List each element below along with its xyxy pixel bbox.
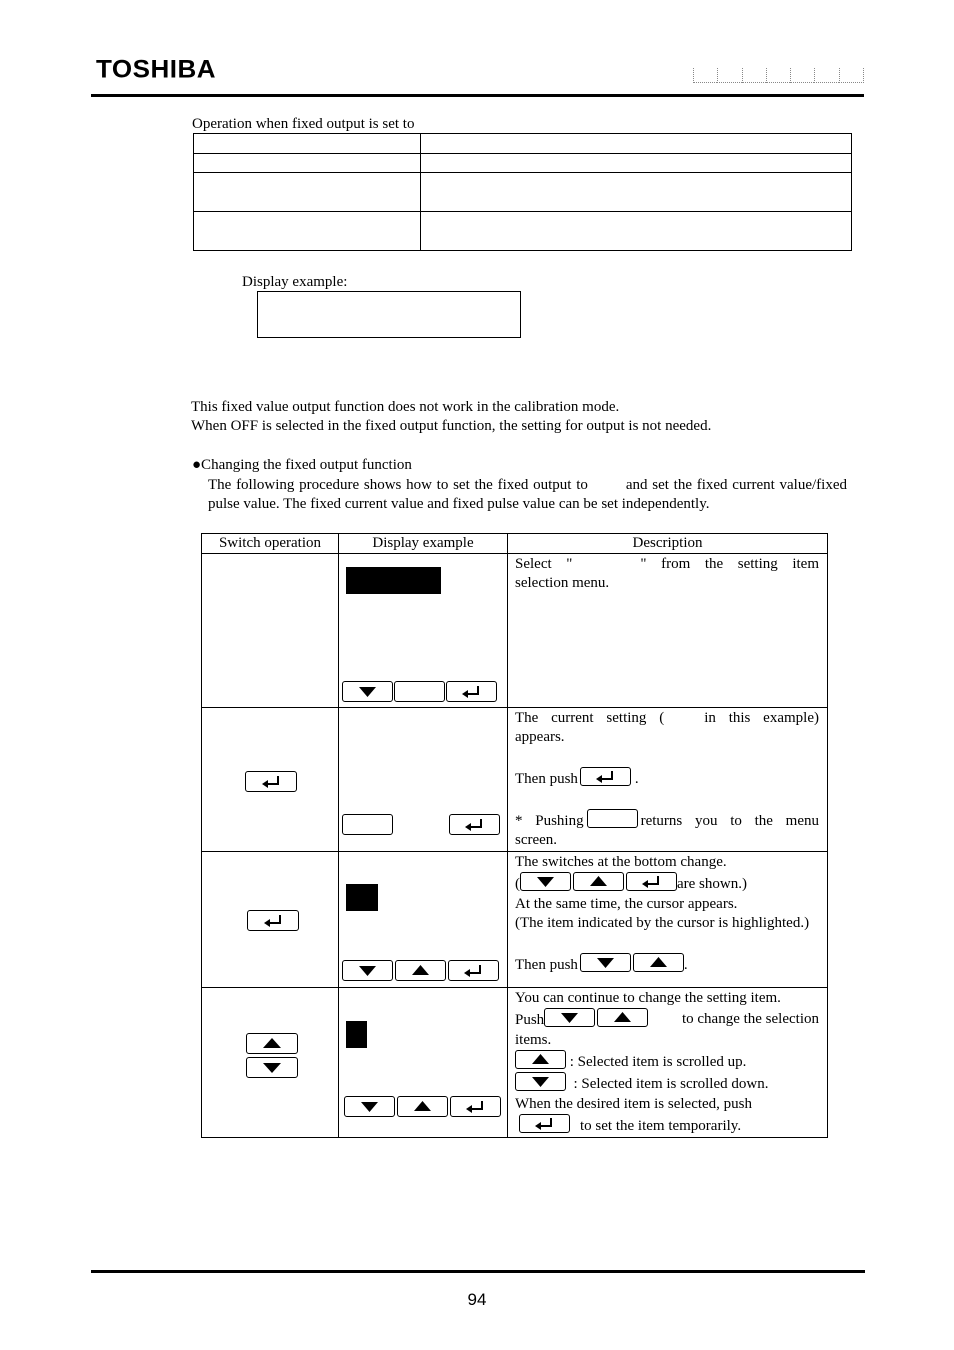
down-key[interactable] [580, 953, 631, 972]
up-key[interactable] [573, 872, 624, 891]
enter-key[interactable] [247, 910, 299, 931]
down-key[interactable] [246, 1057, 298, 1078]
enter-key[interactable] [449, 814, 500, 835]
display-example-box [257, 291, 521, 338]
display-example-label: Display example: [242, 274, 348, 290]
enter-key[interactable] [450, 1096, 501, 1117]
header-description: Description [508, 534, 828, 554]
row2-description: The current setting ( in this example) appears. Then push . * Pushing returns you to the menu screen. [508, 708, 828, 852]
up-key[interactable] [397, 1096, 448, 1117]
section-title: ●Changing the fixed output function [192, 457, 412, 473]
highlighted-menu-item [346, 567, 441, 594]
up-key[interactable] [246, 1033, 298, 1054]
up-key[interactable] [597, 1008, 648, 1027]
row4-description: You can continue to change the setting item. Push to change the selection items. : Selected item is scrolled up. : Selected item is scrolled down. When the desired item is selected, push to set the item temporarily. [508, 987, 828, 1137]
up-key[interactable] [515, 1050, 566, 1069]
down-key[interactable] [544, 1008, 595, 1027]
row1-display [339, 554, 508, 708]
down-key[interactable] [342, 960, 393, 981]
header-rule [91, 94, 864, 97]
blank-key[interactable] [342, 814, 393, 835]
note-calibration: This fixed value output function does not work in the calibration mode. [191, 399, 620, 415]
enter-key[interactable] [519, 1114, 570, 1133]
up-key[interactable] [395, 960, 446, 981]
cursor-highlight [346, 1021, 367, 1048]
procedure-table [201, 533, 828, 1138]
toshiba-logo: TOSHIBA [96, 54, 217, 84]
footer-rule [91, 1270, 865, 1273]
blank-key[interactable] [394, 681, 445, 702]
enter-key[interactable] [446, 681, 497, 702]
down-key[interactable] [342, 681, 393, 702]
row2-switch [202, 708, 339, 852]
enter-key[interactable] [448, 960, 499, 981]
row2-display [339, 708, 508, 852]
down-key[interactable] [520, 872, 571, 891]
note-off: When OFF is selected in the fixed output function, the setting for output is not needed. [191, 418, 712, 434]
row1-description: Select " " from the setting item selection menu. [508, 554, 828, 708]
cursor-highlight [346, 884, 378, 911]
row4-display [339, 987, 508, 1137]
header-switch-operation: Switch operation [202, 534, 339, 554]
row1-switch [202, 554, 339, 708]
fixed-output-operation-table [193, 133, 852, 251]
blank-key[interactable] [587, 809, 638, 828]
header-display-example: Display example [339, 534, 508, 554]
row3-description: The switches at the bottom change. ( are shown.) At the same time, the cursor appears. (The item indicated by the cursor is highlighted.) Then push . [508, 851, 828, 987]
enter-key[interactable] [626, 872, 677, 891]
table1-caption: Operation when fixed output is set to [192, 116, 415, 132]
document-number-boxes [693, 68, 864, 84]
row3-display [339, 851, 508, 987]
section-intro: The following procedure shows how to set the fixed output to and set the fixed current value/fixed pulse value. The fixed current value and fixed pulse value can be set independently. [208, 477, 851, 512]
row3-switch [202, 851, 339, 987]
down-key[interactable] [515, 1072, 566, 1091]
down-key[interactable] [344, 1096, 395, 1117]
enter-key[interactable] [245, 771, 297, 792]
row4-switch [202, 987, 339, 1137]
page-number: 94 [467, 1290, 487, 1309]
enter-key[interactable] [580, 767, 631, 786]
up-key[interactable] [633, 953, 684, 972]
